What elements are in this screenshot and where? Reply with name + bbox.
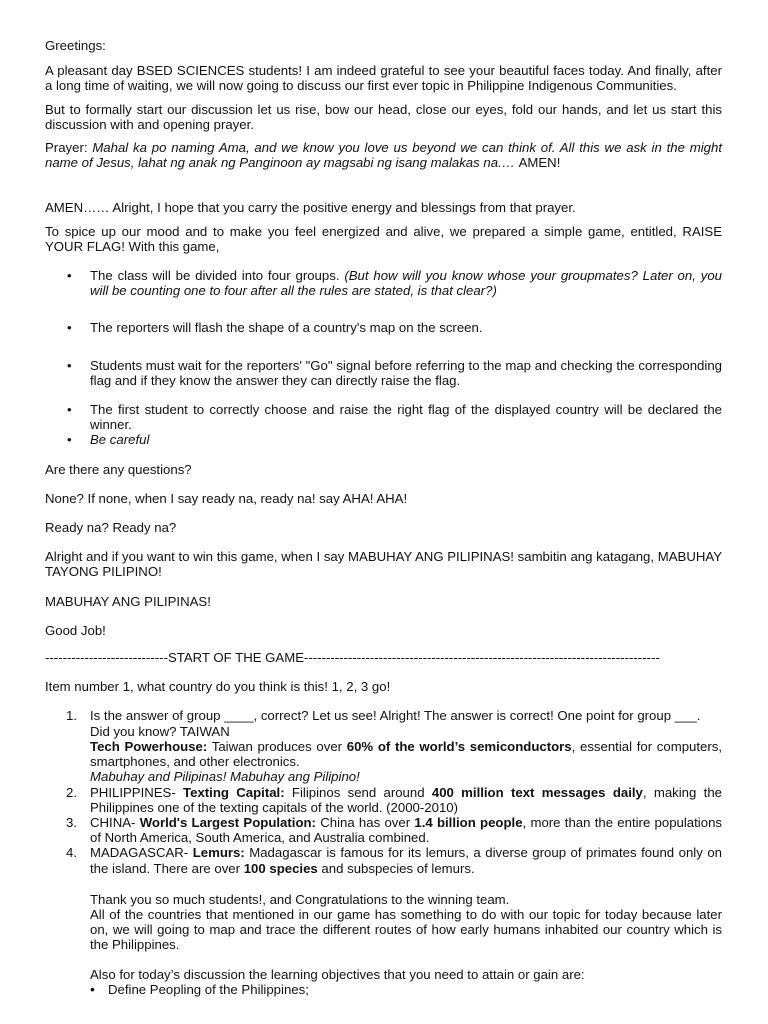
prayer-text: Mahal ka po naming Ama, and we know you love us beyond we can think of. All this we ask in the might name of Jesus, lahat ng anak ng Panginoon ay magsabi ng isang malakas na.… <box>45 140 722 171</box>
objectives-list <box>45 982 722 997</box>
prayer-paragraph <box>45 140 722 170</box>
rule-item: • Be careful <box>67 432 150 448</box>
game-rules-list <box>45 268 722 448</box>
thanks-line: Thank you so much students!, and Congratulations to the winning team. <box>90 891 510 907</box>
prayer-amen: AMEN! <box>518 155 561 171</box>
none-line: None? If none, when I say ready na, ready na! say AHA! AHA! <box>45 490 408 506</box>
bullet-icon: • <box>67 402 72 418</box>
bullet-icon: • <box>90 980 95 997</box>
mabuhay-instruction: Alright and if you want to win this game, when I say MABUHAY ANG PILIPINAS! sambitin ang katagang, MABUHAY TAYONG PILIPINO! <box>45 549 722 580</box>
countries-note: All of the countries that mentioned in our game has something to do with our topic for today because later on, we will going to map and trace the different routes of how early humans inhabited our country which is the Philippines. <box>90 906 722 953</box>
cheer-line: Mabuhay and Pilipinas! Mabuhay ang Pilipino! <box>90 769 360 785</box>
list-item: 2. PHILIPPINES- Texting Capital: Filipinos send around 400 million text messages daily, making the Philippines one of the texting capitals of the world. (2000-2010) <box>66 784 722 815</box>
ready-line: Ready na? Ready na? <box>45 520 177 536</box>
game-intro-paragraph: To spice up our mood and to make you feel energized and alive, we prepared a simple game, entitled, RAISE YOUR FLAG! With this game, <box>45 223 722 254</box>
list-item: 1. Is the answer of group ____, correct? Let us see! Alright! The answer is correct! One point for group ___. Did you know? TAIWAN Tech Powerhouse: Taiwan produces over 60% of the world’s semiconductors, essential for computers, smartphones, and other electronics. Mabuhay and Pilipinas! Mabuhay ang Pilipino! <box>66 708 723 785</box>
bullet-icon: • <box>67 320 72 336</box>
prayer-intro-paragraph: But to formally start our discussion let us rise, bow our head, close our eyes, fold our hands, and let us start this discussion with and opening prayer. <box>45 101 722 132</box>
answers-list <box>45 708 722 875</box>
list-item: 4. MADAGASCAR- Lemurs: Madagascar is famous for its lemurs, a diverse group of primates found only on the island. There are over 100 species and subspecies of lemurs. <box>66 845 722 876</box>
did-you-know: Did you know? TAIWAN <box>90 723 230 739</box>
after-prayer-paragraph: AMEN…… Alright, I hope that you carry the positive energy and blessings from that prayer. <box>45 200 576 216</box>
rule-item: • The reporters will flash the shape of a country's map on the screen. <box>67 320 483 336</box>
rule-item: • The first student to correctly choose and raise the right flag of the displayed country will be declared the winner. <box>67 402 722 433</box>
questions-line: Are there any questions? <box>45 461 192 477</box>
bullet-icon: • <box>67 432 72 448</box>
prayer-label: Prayer: <box>45 140 88 156</box>
item-intro-line: Item number 1, what country do you think is this! 1, 2, 3 go! <box>45 679 391 695</box>
list-item: 3. CHINA- World's Largest Population: China has over 1.4 billion people, more than the entire populations of North America, South America, and Australia combined. <box>66 814 722 846</box>
start-of-game-divider: ----------------------------START OF THE GAME--------------------------------------------------------------------------------- <box>45 650 660 666</box>
bullet-icon: • <box>67 268 72 284</box>
mabuhay-line: MABUHAY ANG PILIPINAS! <box>45 593 211 609</box>
rule-item: • The class will be divided into four groups. (But how will you know whose your groupmates? Later on, you will be counting one to four after all the rules are stated, is that clear?) <box>67 268 723 299</box>
greeting: Greetings: <box>45 38 106 53</box>
objectives-intro: Also for today’s discussion the learning objectives that you need to attain or gain are: <box>90 966 585 982</box>
intro-paragraph: A pleasant day BSED SCIENCES students! I am indeed grateful to see your beautiful faces today. And finally, after a long time of waiting, we will now going to discuss our first ever topic in Philippine Indigenous Communities. <box>45 63 722 94</box>
bullet-icon: • <box>67 357 72 373</box>
rule-item: • Students must wait for the reporters' "Go" signal before referring to the map and checking the corresponding flag and if they know the answer they can directly raise the flag. <box>67 357 722 388</box>
list-item: • Define Peopling of the Philippines; <box>90 980 309 997</box>
good-job-line: Good Job! <box>45 622 106 638</box>
